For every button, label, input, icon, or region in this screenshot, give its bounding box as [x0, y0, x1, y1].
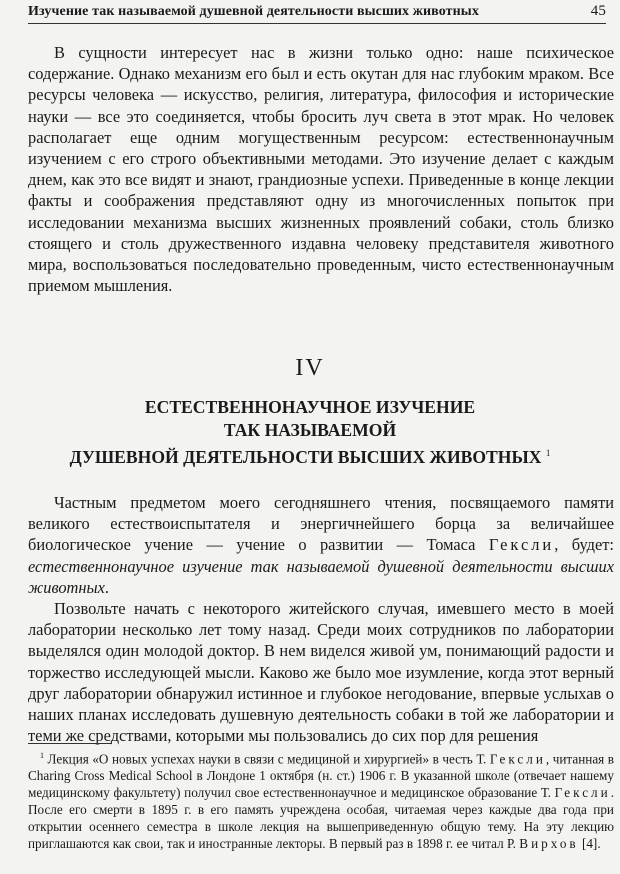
- footnote-name-1: Гексли: [489, 751, 546, 767]
- footnote-text-3: . После его смерти в 1895 г. в его память учреждена особая, читаемая через каждые два года при открытии осеннего семестра в школе лекция на вышеприведенную общую тему. На эту лекцию приглашаются как свои, так и иностранные лекторы. В первый раз в 1898 г. ее читал Р.: [28, 785, 614, 852]
- p1-text-middle: , будет:: [554, 535, 614, 555]
- chapter-title-line-1: ЕСТЕСТВЕННОНАУЧНОЕ ИЗУЧЕНИЕ: [144, 397, 476, 417]
- intro-paragraph: В сущности интересует нас в жизни только одно: наше психическое содержание. Однако механизм его был и есть окутан для нас глубоким мраком. Все ресурсы человека — искусство, религия, литература, философия и исторические науки — все это соединяется, чтобы бросить луч света в этот мрак. Но человек располагает еще одним могущественным ресурсом: естественнонаучным изучением с его строго объективными методами. Это изучение делает с каждым днем, как это все видят и знают, грандиозные успехи. Приведенные в конце лекции факты и соображения представляют одну из многочисленных попыток при исследовании механизма высших жизненных проявлений собаки, столь близко стоящего и столь дружественного издавна человеку представителя животного мира, воспользоваться последовательно проведенным, чисто естественнонаучным приемом мышления.: [28, 43, 614, 296]
- footnote-name-3: Вирхов: [519, 836, 579, 852]
- footnote-reference: 1: [545, 448, 551, 458]
- chapter-title-line-3: [0, 442, 620, 469]
- footnote-text-2: , читанная в Charing Cross Medical School в Лондоне 1 октября (н. ст.) 1906 г. В указанной школе (отвечает нашему медицинскому факультету) получил свое естественнонаучное и медицинское образование Т.: [28, 751, 614, 801]
- chapter-title-line-2: ТАК НАЗЫВАЕМОЙ: [223, 420, 397, 440]
- chapter-number: IV: [295, 355, 325, 381]
- p1-text-start: Частным предметом моего сегодняшнего чтения, посвящаемого памяти великого естествоиспытателя и энергичнейшего борца за величайшее биологическое учение — учение о развитии — Томаса: [28, 493, 614, 555]
- footnote-name-2: Гексли: [554, 785, 611, 801]
- footnote: [28, 747, 614, 852]
- running-title: Изучение так называемой душевной деятельности высших животных: [28, 4, 479, 19]
- p1-text-end: .: [104, 577, 109, 597]
- footnote-marker: 1: [40, 751, 44, 760]
- intro-text-block: [28, 42, 614, 296]
- main-paragraph-2: Позвольте начать с некоторого житейского случая, имевшего место в моей лаборатории несколько лет тому назад. Среди моих сотрудников по лаборатории выделялся один молодой доктор. В нем виделся живой ум, понимающий радости и торжество исследующей мысли. Каково же было мое изумление, когда этот верный друг лаборатории обнаружил истинное и глубокое негодование, впервые услыхав о наших планах исследовать душевную деятельность собаки в той же лаборатории и теми же средствами, которыми мы пользовались до сих пор для решения: [28, 599, 614, 746]
- footnote-text-4: [4].: [578, 836, 601, 852]
- chapter-title: [0, 396, 620, 469]
- chapter-title-line-3-text: ДУШЕВНОЙ ДЕЯТЕЛЬНОСТИ ВЫСШИХ ЖИВОТНЫХ: [69, 446, 542, 467]
- lecture-topic-italic: естественнонаучное изучение так называемой душевной деятельности высших животных: [28, 556, 614, 597]
- huxley-name: Гексли: [488, 535, 555, 555]
- footnote-divider: [28, 743, 112, 744]
- main-paragraph-1: [28, 492, 614, 598]
- main-text-block: [28, 492, 614, 746]
- running-header: [28, 2, 606, 24]
- footnote-text-1: Лекция «О новых успехах науки в связи с медициной и хирургией» в честь Т.: [44, 751, 490, 767]
- page-number: 45: [590, 3, 606, 19]
- footnote-paragraph: [28, 747, 614, 852]
